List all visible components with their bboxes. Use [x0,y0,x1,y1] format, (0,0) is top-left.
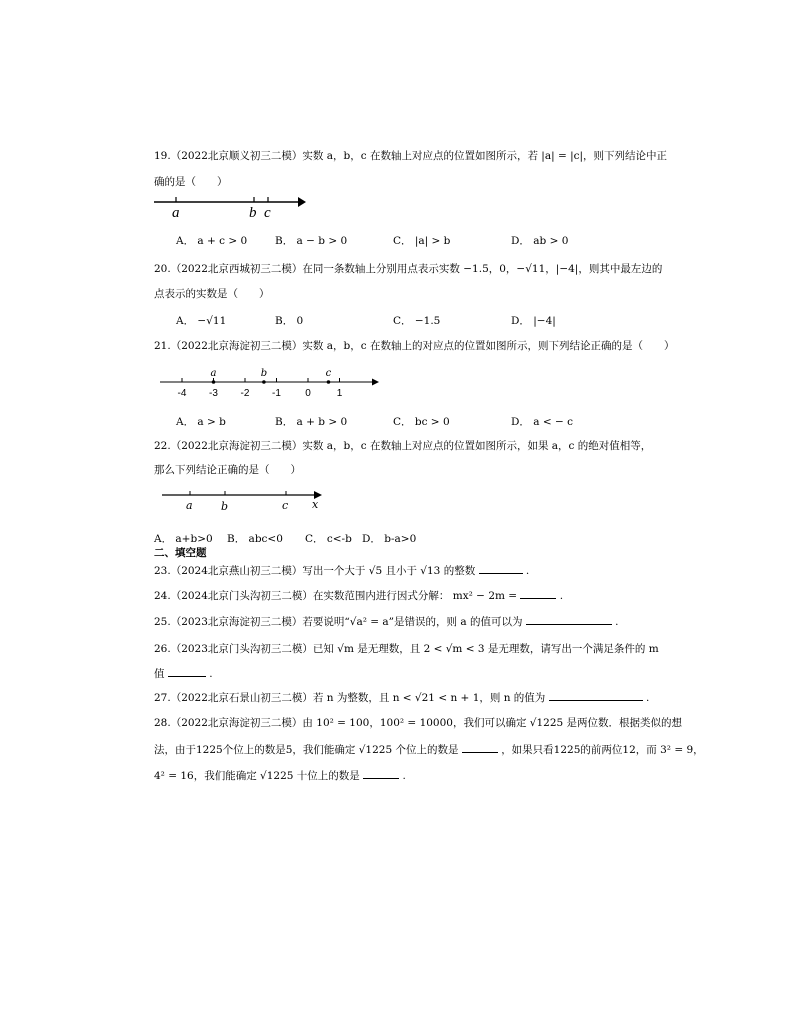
q24-text: 24.（2024北京门头沟初三二模）在实数范围内进行因式分解： mx² − 2m = [154,590,518,602]
q28-answer-blank-2[interactable] [363,768,399,779]
q22-label-a: a [186,499,193,512]
q22-label-b: b [221,500,229,513]
q26-end: . [209,668,213,680]
q21-stem: 21.（2022北京海淀初三二模）实数 a，b，c 在数轴上的对应点的位置如图所示，则下列结论正确的是（ ） [154,340,675,352]
q27-end: . [646,692,650,704]
q28-line2 [154,742,704,757]
q21-point-c [327,380,331,384]
q21-tick-label: -3 [209,388,218,399]
q19-stem-line1: 19.（2022北京顺义初三二模）实数 a，b，c 在数轴上对应点的位置如图所示，若 |a| = |c|，则下列结论中正 [154,150,668,162]
q22-label-c: c [282,499,289,512]
q23-answer-blank[interactable] [479,563,523,574]
q27-line [154,690,649,705]
q23-text: 23.（2024北京燕山初三二模）写出一个大于 √5 且小于 √13 的整数 [154,565,476,577]
q25-line [154,614,619,629]
q22-option-c[interactable]: C． c<-b [305,533,352,545]
q28-text-b: ，如果只看1225的前两位12，而 3² = 9， [501,744,704,756]
q27-answer-blank[interactable] [549,690,643,701]
q20-option-b[interactable]: B． 0 [275,315,304,327]
q22-stem-line2: 那么下列结论正确的是（ ） [154,464,301,476]
q21-number-line [160,364,382,400]
q24-answer-blank[interactable] [520,588,556,599]
q21-option-d[interactable]: D． a < − c [511,416,574,428]
q22-option-d[interactable]: D． b-a>0 [362,533,417,545]
q21-option-c[interactable]: C． bc > 0 [393,416,450,428]
q20-option-a[interactable]: A． −√11 [176,315,227,327]
q19-option-d[interactable]: D． ab > 0 [511,235,569,247]
q25-answer-blank[interactable] [526,614,612,625]
q20-option-d[interactable]: D． |−4| [511,315,556,327]
q22-label-x: x [312,498,319,511]
q21-ticks [178,378,343,399]
q21-tick-label: -2 [240,388,250,399]
q21-option-a[interactable]: A． a > b [176,416,226,428]
q26-text: 值 [154,668,165,680]
q22-option-a[interactable]: A． a+b>0 [154,533,213,545]
q21-tick-label: 1 [336,388,343,399]
q19-label-c: c [264,205,271,221]
q21-point-b [262,380,266,384]
q19-option-b[interactable]: B． a − b > 0 [275,235,348,247]
q28-line1: 28.（2022北京海淀初三二模）由 10² = 100，100² = 10000，我们可以确定 √1225 是两位数．根据类似的想 [154,717,683,729]
section-fill-in-title: 二、填空题 [154,547,207,559]
q21-tick-label: -4 [177,388,187,399]
q19-option-a[interactable]: A． a + c > 0 [176,235,248,247]
q19-label-a: a [172,205,180,221]
q21-point-label-a: a [210,368,217,379]
q19-option-c[interactable]: C． |a| > b [393,235,451,247]
q26-answer-blank[interactable] [168,666,206,677]
q19-number-line [154,192,310,222]
q21-axis-arrow [372,379,379,386]
q24-end: . [559,590,564,602]
q20-option-c[interactable]: C． −1.5 [393,315,441,327]
q21-tick-label: -1 [272,388,281,399]
q25-end: . [615,616,619,628]
q28-end: . [402,770,406,782]
q26-line1: 26.（2023北京门头沟初三二模）已知 √m 是无理数，且 2 < √m < 3 是无理数，请写出一个满足条件的 m [154,643,659,655]
q21-point-label-b: b [260,368,268,379]
q22-number-line [162,487,328,513]
q28-line3 [154,768,406,783]
q21-tick-label: 0 [305,388,311,399]
q27-text: 27.（2022北京石景山初三二模）若 n 为整数，且 n < √21 < n + 1，则 n 的值为 [154,692,546,704]
q20-stem-line1: 20.（2022北京西城初三二模）在同一条数轴上分别用点表示实数 −1.5，0，−√11，|−4|，则其中最左边的 [154,263,663,275]
q22-option-b[interactable]: B． abc<0 [227,533,283,545]
q21-point-label-c: c [325,368,332,379]
q19-axis-arrow [298,197,306,207]
q22-stem-line1: 22.（2022北京海淀初三二模）实数 a，b，c 在数轴上对应点的位置如图所示，如果 a，c 的绝对值相等， [154,440,652,452]
q23-end: . [525,565,530,577]
q19-stem-line2: 确的是（ ） [154,176,228,188]
q21-points [211,368,332,384]
q19-label-b: b [249,205,257,221]
q28-answer-blank-1[interactable] [462,742,498,753]
q24-line [154,588,563,603]
q20-stem-line2: 点表示的实数是（ ） [154,288,270,300]
q26-line2 [154,666,213,681]
q25-text: 25.（2023北京海淀初三二模）若要说明“√a² = a”是错误的，则 a 的值可以为 [154,616,523,628]
q28-text-a: 法，由于1225个位上的数是5，我们能确定 √1225 个位上的数是 [154,744,459,756]
q21-point-a [212,380,216,384]
q21-option-b[interactable]: B． a + b > 0 [275,416,348,428]
q28-text-c: 4² = 16，我们能确定 √1225 十位上的数是 [154,770,360,782]
q23-line [154,563,529,578]
